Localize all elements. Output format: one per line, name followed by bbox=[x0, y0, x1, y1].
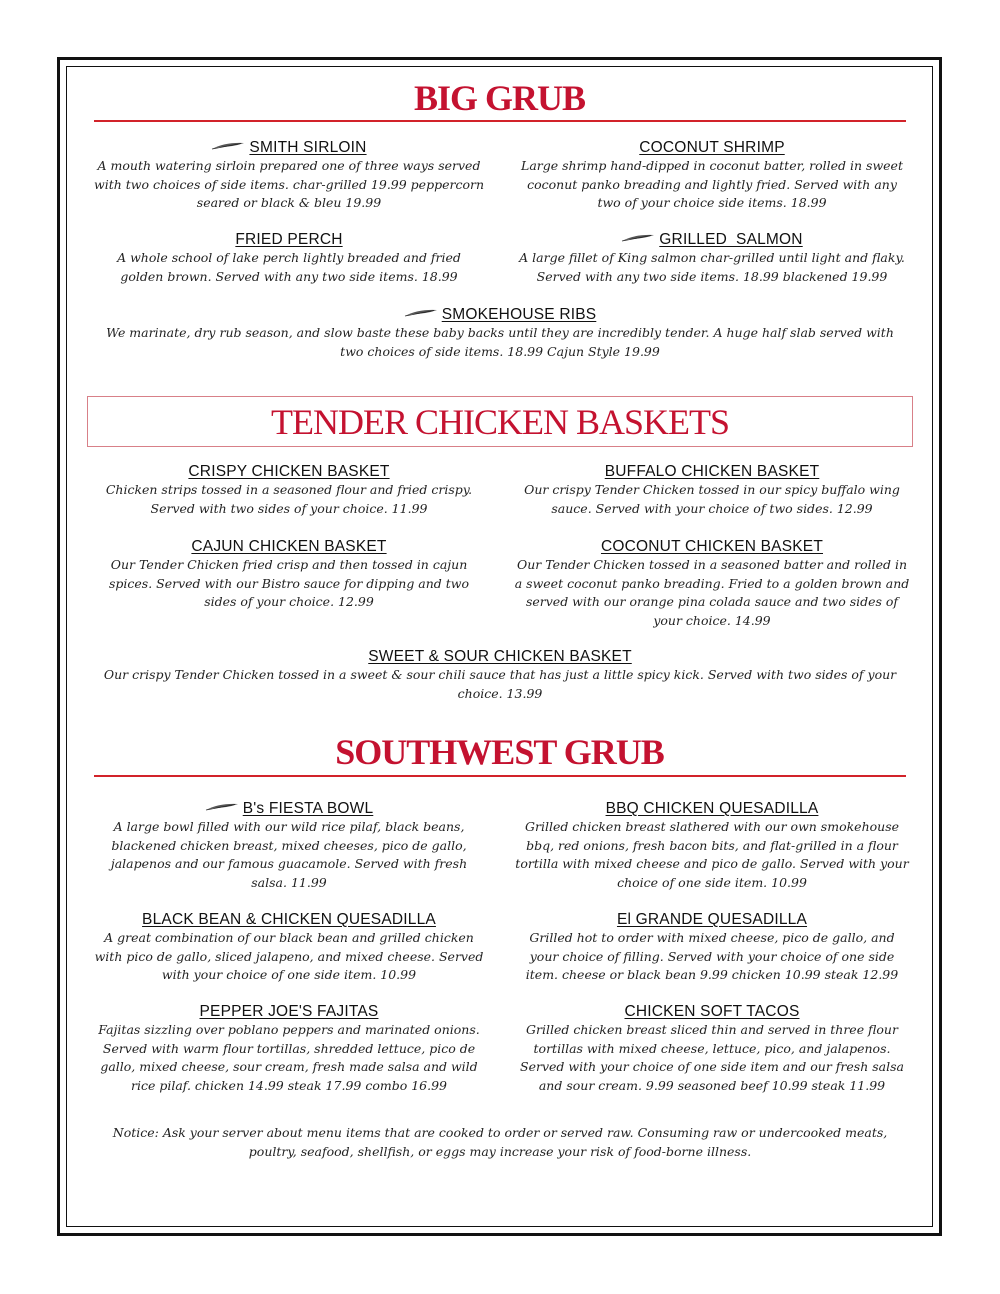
section-title-tender-chicken: TENDER CHICKEN BASKETS bbox=[270, 402, 729, 442]
menu-item-bbq-chicken-quesadilla bbox=[514, 799, 910, 892]
item-name: BBQ CHICKEN QUESADILLA bbox=[605, 800, 819, 817]
item-description: Grilled chicken breast slathered with our own smokehouse bbq, red onions, fresh bacon bits, and flat-grilled in a flour tortilla with mixed cheese and pico de gallo. Served with your choice of one side item. 10.99 bbox=[515, 819, 909, 890]
menu-item-el-grande-quesadilla bbox=[514, 910, 910, 985]
item-name: CHICKEN SOFT TACOS bbox=[624, 1003, 800, 1020]
item-description: A great combination of our black bean and grilled chicken with pico de gallo, sliced jalapeno, and mixed cheese. Served with your choice of one side item. 10.99 bbox=[94, 930, 484, 982]
menu-item-smith-sirloin bbox=[94, 138, 484, 213]
feather-icon bbox=[205, 802, 239, 812]
section-divider bbox=[94, 120, 906, 122]
item-description: A mouth watering sirloin prepared one of three ways served with two choices of side items. char-grilled 19.99 peppercorn seared or black & bleu 19.99 bbox=[94, 158, 485, 210]
menu-item-cajun-chicken-basket bbox=[94, 537, 484, 612]
feather-icon bbox=[211, 141, 245, 151]
section-title-big-grub: BIG GRUB bbox=[413, 78, 586, 118]
menu-item-buffalo-chicken-basket bbox=[514, 462, 910, 518]
item-name: GRILLED SALMON bbox=[659, 231, 803, 248]
item-description: Our crispy Tender Chicken tossed in a sweet & sour chili sauce that has just a little spicy kick. Served with two sides of your choice. 13.99 bbox=[103, 667, 897, 701]
item-name: BUFFALO CHICKEN BASKET bbox=[604, 463, 820, 480]
menu-item-crispy-chicken-basket bbox=[94, 462, 484, 518]
item-description: Large shrimp hand-dipped in coconut batter, rolled in sweet coconut panko breading and lightly fried. Served with any two of your choice side items. 18.99 bbox=[521, 158, 903, 210]
feather-icon bbox=[621, 233, 655, 243]
menu-item-fiesta-bowl bbox=[94, 799, 484, 892]
item-name: CAJUN CHICKEN BASKET bbox=[191, 538, 387, 555]
item-name: COCONUT SHRIMP bbox=[639, 139, 785, 156]
menu-item-sweet-sour-chicken-basket bbox=[94, 647, 906, 703]
item-description: Fajitas sizzling over poblano peppers and marinated onions. Served with warm flour tortillas, shredded lettuce, pico de gallo, mixed cheese, sour cream, fresh made salsa and wild rice pilaf. chicken 14.99 steak 17.99 combo 16.99 bbox=[98, 1022, 480, 1093]
item-description: A large bowl filled with our wild rice pilaf, black beans, blackened chicken breast, mixed cheeses, pico de gallo, jalapenos and our famous guacamole. Served with fresh salsa. 11.99 bbox=[110, 819, 468, 890]
menu-item-coconut-chicken-basket bbox=[514, 537, 910, 630]
item-name: SMITH SIRLOIN bbox=[249, 139, 367, 156]
item-name: FRIED PERCH bbox=[235, 231, 343, 248]
item-name: SWEET & SOUR CHICKEN BASKET bbox=[368, 648, 632, 665]
item-name: B's FIESTA BOWL bbox=[242, 800, 374, 817]
section-title-southwest: SOUTHWEST GRUB bbox=[335, 732, 664, 772]
menu-item-fried-perch bbox=[94, 230, 484, 286]
item-description: Grilled hot to order with mixed cheese, pico de gallo, and your choice of filling. Served with your choice of one side item. cheese or black bean 9.99 chicken 10.99 steak 12.99 bbox=[525, 930, 899, 982]
menu-item-black-bean-chicken-quesadilla bbox=[94, 910, 484, 985]
section-title-box bbox=[87, 396, 913, 447]
menu-item-pepper-joes-fajitas bbox=[94, 1002, 484, 1095]
menu-item-coconut-shrimp bbox=[514, 138, 910, 213]
item-description: Our Tender Chicken tossed in a seasoned batter and rolled in a sweet coconut panko breading. Fried to a golden brown and served with our orange pina colada sauce and two sides of your choice. 14.99 bbox=[514, 557, 910, 628]
item-name: SMOKEHOUSE RIBS bbox=[441, 306, 597, 323]
menu-item-chicken-soft-tacos bbox=[514, 1002, 910, 1095]
menu-item-grilled-salmon bbox=[514, 230, 910, 286]
item-description: Our Tender Chicken fried crisp and then tossed in cajun spices. Served with our Bistro sauce for dipping and two sides of your choice. 12.99 bbox=[108, 557, 470, 609]
menu-item-smokehouse-ribs bbox=[94, 305, 906, 361]
section-divider bbox=[94, 775, 906, 777]
item-description: Chicken strips tossed in a seasoned flour and fried crispy. Served with two sides of your choice. 11.99 bbox=[105, 482, 473, 516]
item-name: BLACK BEAN & CHICKEN QUESADILLA bbox=[142, 911, 436, 928]
item-name: El GRANDE QUESADILLA bbox=[616, 911, 808, 928]
item-name: COCONUT CHICKEN BASKET bbox=[600, 538, 823, 555]
food-safety-notice: Notice: Ask your server about menu items that are cooked to order or served raw. Consuming raw or undercooked meats, poultry, seafood, shellfish, or eggs may increase your risk of food-borne illness. bbox=[112, 1125, 888, 1159]
item-name: CRISPY CHICKEN BASKET bbox=[188, 463, 390, 480]
item-description: Grilled chicken breast sliced thin and served in three flour tortillas with mixed cheese, lettuce, pico, and jalapenos. Served with your choice of one side item and our fresh salsa and sour cream. 9.99 seasoned beef 10.99 steak 11.99 bbox=[520, 1022, 904, 1093]
item-description: We marinate, dry rub season, and slow baste these baby backs until they are incredibly tender. A huge half slab served with two choices of side items. 18.99 Cajun Style 19.99 bbox=[106, 325, 894, 359]
item-description: Our crispy Tender Chicken tossed in our spicy buffalo wing sauce. Served with your choice of two sides. 12.99 bbox=[524, 482, 900, 516]
item-description: A large fillet of King salmon char-grilled until light and flaky. Served with any two side items. 18.99 blackened 19.99 bbox=[519, 250, 905, 284]
feather-icon bbox=[404, 308, 438, 318]
item-description: A whole school of lake perch lightly breaded and fried golden brown. Served with any two side items. 18.99 bbox=[117, 250, 461, 284]
item-name: PEPPER JOE'S FAJITAS bbox=[199, 1003, 379, 1020]
